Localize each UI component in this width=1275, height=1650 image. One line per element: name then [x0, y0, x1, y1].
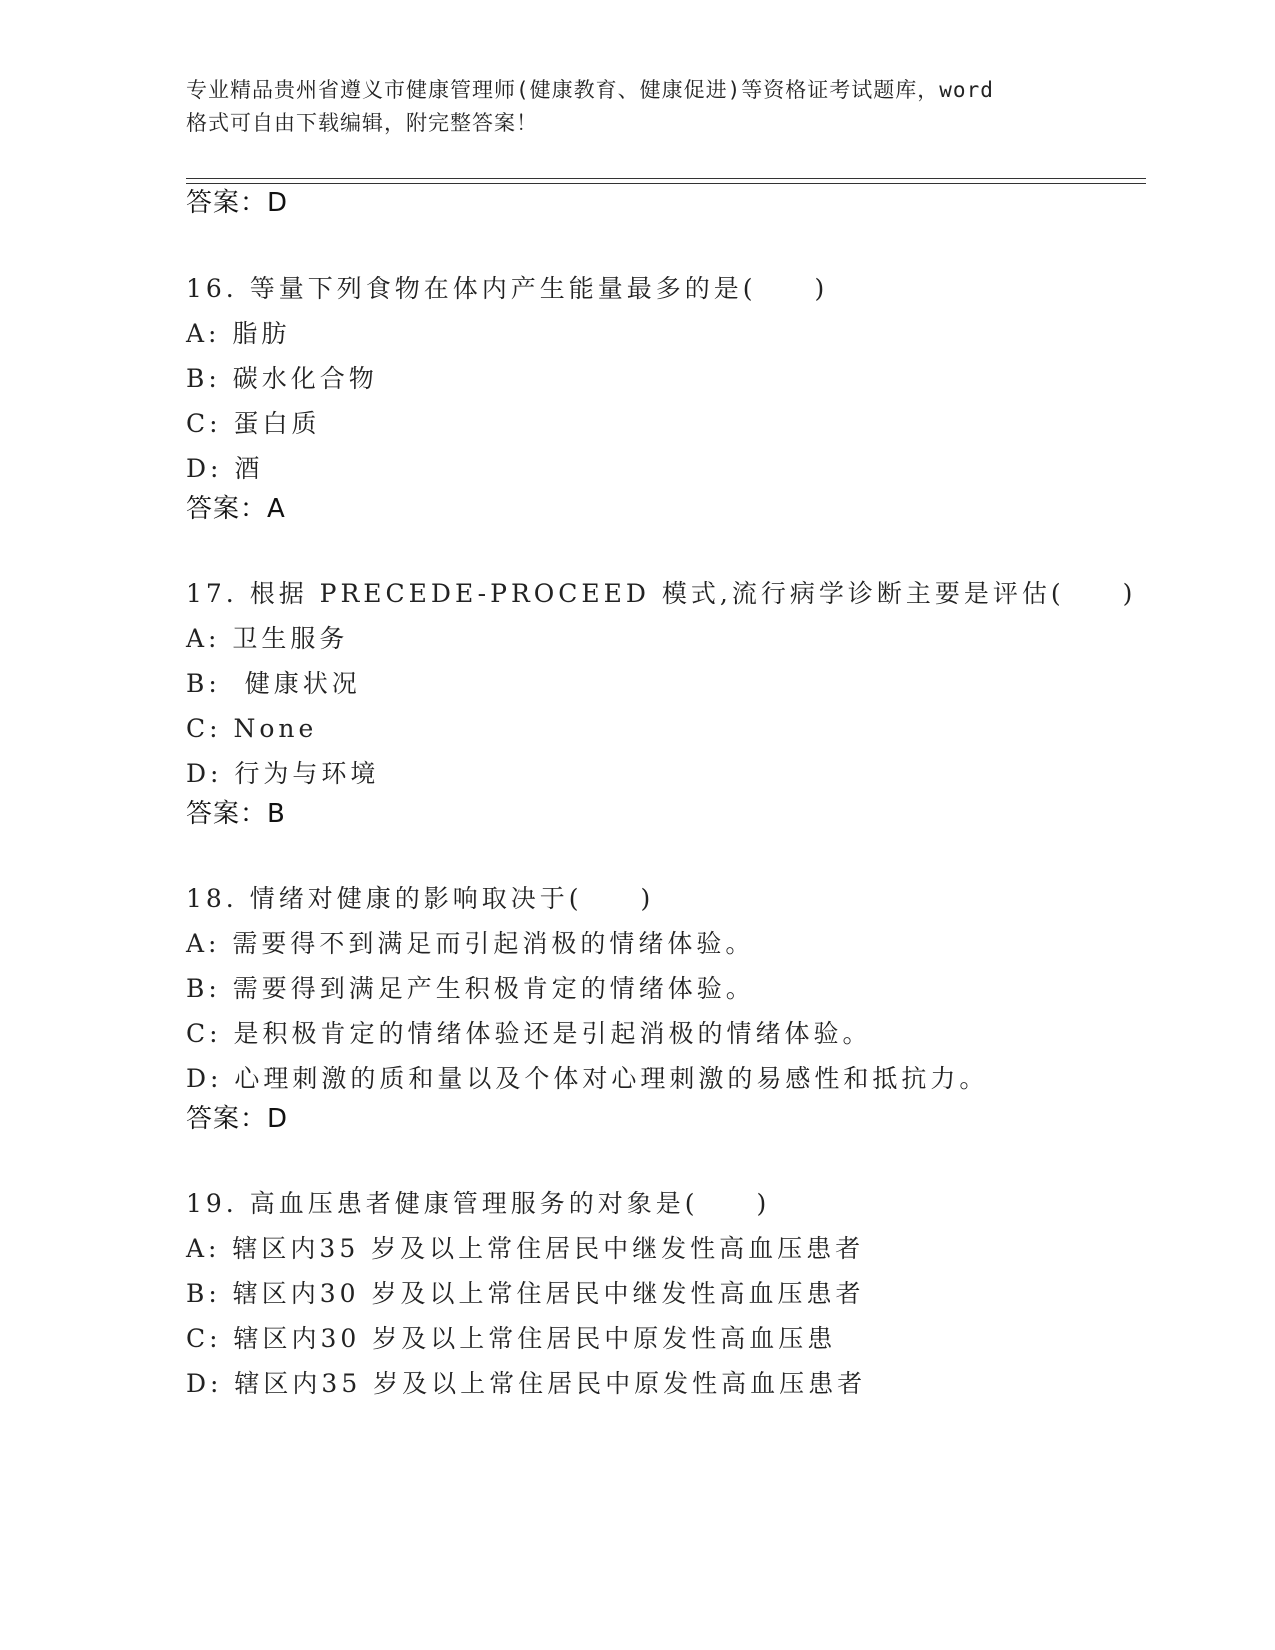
option-d: D: 行为与环境: [186, 759, 380, 788]
option-c: C: 蛋白质: [186, 409, 321, 438]
option-a: A: 脂肪: [186, 319, 291, 348]
question-17: [186, 577, 1136, 802]
option-a: A: 卫生服务: [186, 624, 349, 653]
header-line-1: 专业精品贵州省遵义市健康管理师(健康教育、健康促进)等资格证考试题库，word: [186, 78, 994, 102]
option-b: B: 健康状况: [186, 669, 361, 698]
answer-16: 答案：A: [186, 494, 286, 524]
header-rule-top: [186, 178, 1146, 179]
option-c: C: 是积极肯定的情绪体验还是引起消极的情绪体验。: [186, 1019, 872, 1048]
option-b: B: 辖区内30 岁及以上常住居民中继发性高血压患者: [186, 1279, 865, 1308]
option-d: D: 辖区内35 岁及以上常住居民中原发性高血压患者: [186, 1369, 867, 1398]
answer-17: 答案：B: [186, 799, 286, 829]
question-stem: 18. 情绪对健康的影响取决于( ): [186, 884, 655, 913]
question-stem: 17. 根据 PRECEDE-PROCEED 模式,流行病学诊断主要是评估( ): [186, 579, 1137, 608]
question-18: [186, 882, 988, 1107]
option-a: A: 辖区内35 岁及以上常住居民中继发性高血压患者: [186, 1234, 865, 1263]
option-d: D: 酒: [186, 454, 264, 483]
question-19: [186, 1187, 866, 1412]
option-b: B: 碳水化合物: [186, 364, 378, 393]
option-b: B: 需要得到满足产生积极肯定的情绪体验。: [186, 974, 755, 1003]
option-c: C: None: [186, 714, 318, 743]
header-line-2: 格式可自由下载编辑，附完整答案！: [186, 111, 538, 135]
option-c: C: 辖区内30 岁及以上常住居民中原发性高血压患: [186, 1324, 837, 1353]
answer-prev: 答案：D: [186, 188, 289, 218]
question-stem: 19. 高血压患者健康管理服务的对象是( ): [186, 1189, 771, 1218]
answer-18: 答案：D: [186, 1104, 289, 1134]
document-header: [186, 74, 1106, 140]
option-a: A: 需要得不到满足而引起消极的情绪体验。: [186, 929, 755, 958]
header-rule-bottom: [186, 183, 1146, 184]
option-d: D: 心理刺激的质和量以及个体对心理刺激的易感性和抵抗力。: [186, 1064, 989, 1093]
question-stem: 16. 等量下列食物在体内产生能量最多的是( ): [186, 274, 829, 303]
question-16: [186, 272, 828, 497]
